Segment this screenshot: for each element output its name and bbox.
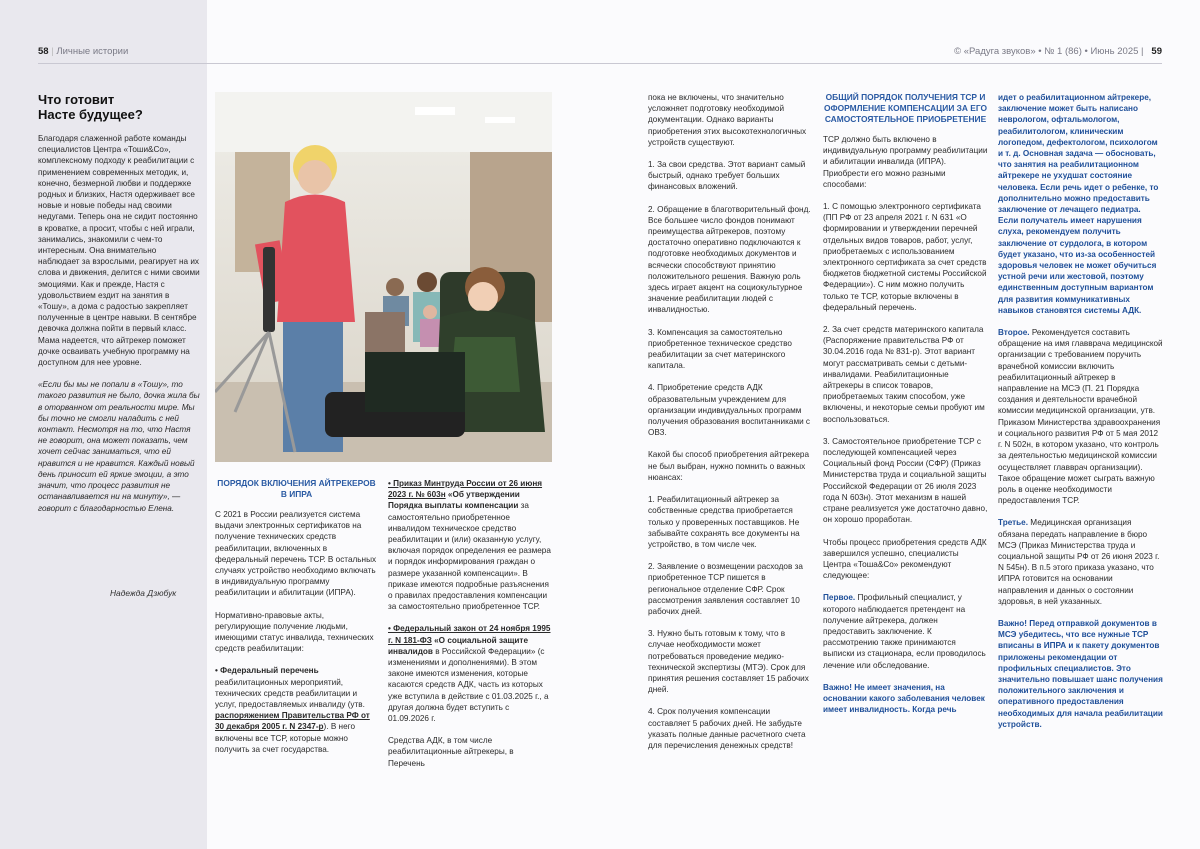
text-paragraph: 3. Нужно быть готовым к тому, что в случае необходимости может потребоваться проведение медико-технической экспертизы (МТЭ). Срок для принятия решения составляет 15 рабочих дней. bbox=[648, 629, 809, 695]
text-paragraph: Чтобы процесс приобретения средств АДК завершился успешно, специалисты Центра «Тоша&Со» рекомендуют следующее: bbox=[823, 537, 987, 581]
text-paragraph: 1. С помощью электронного сертификата (ПП РФ от 23 апреля 2021 г. N 631 «О формировании и утверждении перечней отдельных видов товаров, работ, услуг, приобретаемых с использованием электронного сертификата за счет средств бюджетов бюджетной системы Российской Федерации»). С ним можно получить только те ТСР, которые включены в федеральный перечень. bbox=[823, 202, 987, 312]
right-page-header bbox=[954, 46, 1162, 57]
important-note: Важно! Не имеет значения, на основании какого заболевания человек имеет инвалидность. Когда речь bbox=[823, 682, 985, 715]
photo-therapy-session bbox=[215, 92, 552, 462]
text-paragraph: Какой бы способ приобретения айтрекера не был выбран, нужно помнить о важных нюансах: bbox=[648, 450, 810, 482]
story-title: Что готовит Насте будущее? bbox=[38, 92, 143, 122]
step-first: Первое. Профильный специалист, у которого наблюдается претендент на получение айтрекера, должен предоставить заключение. К рассмотрению также принимаются выписки из стационара, если проводилось лечение или обследование. bbox=[823, 593, 986, 670]
story-paragraph: Благодаря слаженной работе команды специалистов Центра «Тоши&Со», комплексному подходу к реабилитации с применением современных методик, и, конечно, безмерной любви и поддержке родных и близких, Настя одерживает все новые и новые победы над своими недугами. Теперь она не сидит постоянно в кроватке, а просит, чтобы с ней играли, занимались, знакомили с чем-то интересным. Она внимательно наблюдает за взрослыми, реагирует на их слова и движения, делится с ними своими эмоциями. Как и прежде, Настя с удовольствием ездит на занятия в «Тошу», а дома с радостью закрепляет полученные в центре навыки. В сентябре девочка должна пойти в первый класс. Мама надеется, что айтрекер поможет дочке осваивать учебную программу на доступном для нее уровне. bbox=[38, 134, 200, 368]
text-paragraph: 1. Реабилитационный айтрекер за собственные средства приобретается только у проверенных поставщиков. Не забывайте сохранять все документы на устройство, в том числе чек. bbox=[648, 495, 800, 549]
story-quote: «Если бы мы не попали в «Тошу», то такого развития не было, дочка жила бы в оторванном от реальности мире. Мы бы точно не смогли наладить с ней контакт. Несмотря на то, что Настя не говорит, она может показать, чем хочет сейчас заниматься, что ей нравится и не нравится. Каждый новый день приносит ей яркие эмоции, а это значит, что процесс развития не останавливается ни на минуту», — говорит с благодарностью Елена. bbox=[38, 380, 200, 513]
photo-illustration bbox=[215, 92, 552, 462]
text-paragraph: 1. За свои средства. Этот вариант самый быстрый, однако требует больших финансовых вложений. bbox=[648, 160, 806, 192]
text-paragraph: 3. Компенсация за самостоятельно приобретенное техническое средство реабилитации за счет материнского капитала. bbox=[648, 327, 792, 371]
issue-info: © «Радуга звуков» • № 1 (86) • Июнь 2025 | bbox=[954, 46, 1144, 57]
story-column bbox=[38, 92, 200, 525]
left-page-header: 58 | Личные истории bbox=[38, 46, 129, 57]
step-second: Второе. Рекомендуется составить обращение на имя главврача медицинской организации с требованием поручить врачебной комиссии включить реабилитационный айтрекер в направление на МСЭ (П. 21 Порядка создания и деятельности врачебной комиссии медицинской организации, утв. Приказом Министерства здравоохранения и социального развития РФ от 5 мая 2012 г. N 502н, в котором указано, что контроль за деятельностью медицинской комиссии осуществляет главврач организации). Такое обращение может сыграть важную роль в оценке необходимости предоставления ТСР. bbox=[998, 328, 1163, 506]
mintrud-item: • Приказ Минтруда России от 26 июня 2023 г. № 603н «Об утверждении Порядка выплаты компенсации за самостоятельно приобретенное инвалидом техническое средство реабилитации и (или) оказанную услугу, включая порядок определения ее размера и порядок информирования граждан о размере указанной компенсации». В приказе имеются подробные разъяснения о правилах предоставления компенсации за самостоятельно приобретенное ТСР. bbox=[388, 479, 551, 612]
text-paragraph: пока не включены, что значительно усложняет подготовку необходимой документации. Однако варианты приобретения этих высокотехнологичных устройств существуют. bbox=[648, 93, 807, 147]
procedure-column-2 bbox=[388, 478, 551, 780]
text-paragraph: 3. Самостоятельное приобретение ТСР с последующей компенсацией через Социальный фонд России (СФР) (Приказ Министерства труда и социальной защиты Российской Федерации от 26 июля 2023 года N 603н). Этот механизм в нашей стране реализуется уже достаточно давно, он хорошо проработан. bbox=[823, 436, 988, 525]
text-paragraph: 4. Приобретение средств АДК образовательным учреждением для организации индивидуальных программ получения образования воспитанниками с ОВЗ. bbox=[648, 383, 811, 438]
final-important-note: Важно! Перед отправкой документов в МСЭ убедитесь, что все нужные ТСР вписаны в ИПРА и к пакету документов приложены рекомендации от профильных специалистов. Это значительно повышает шанс получения положительного заключения и оперативного предоставления необходимых для начала реабилитации устройств. bbox=[998, 618, 1163, 729]
purchase-options-column bbox=[648, 92, 813, 762]
general-procedure-column bbox=[823, 92, 988, 726]
procedure-column-1 bbox=[215, 478, 378, 766]
text-paragraph: ТСР должно быть включено в индивидуальную программу реабилитации и абилитации инвалида (ИПРА). Приобрести его можно разными способами: bbox=[823, 135, 988, 189]
text-paragraph: 2. Обращение в благотворительный фонд. Все большее число фондов понимают преимущества айтрекеров, поэтому достаточно оперативно подключаются к подготовке необходимых документов и всячески способствуют принятию положительного решения. Важную роль здесь играет акцент на социокультурное значение реабилитации людей с инвалидностью. bbox=[648, 204, 811, 315]
right-page-number: 59 bbox=[1151, 46, 1162, 57]
procedure-paragraph: С 2021 в России реализуется система выдачи электронных сертификатов на получение технических средств реабилитации, включенных в федеральный перечень ТСР. В остальных случаях устройство необходимо включать в индивидуальную программу реабилитации и абилитации (ИПРА). bbox=[215, 510, 377, 598]
author-name: Надежда Дзюбук bbox=[110, 588, 177, 598]
recommendations-column bbox=[998, 92, 1163, 741]
procedure-paragraph: Средства АДК, в том числе реабилитационные айтрекеры, в Перечень bbox=[388, 736, 514, 768]
right-page bbox=[600, 0, 1200, 849]
text-paragraph: 4. Срок получения компенсации составляет 5 рабочих дней. Не забудьте указать полные данные расчетного счета для перечисления денежных средств! bbox=[648, 707, 806, 750]
header-rule bbox=[38, 63, 600, 64]
text-paragraph: 2. За счет средств материнского капитала (Распоряжение правительства РФ от 30.04.2016 года № 831-р). Этот вариант могут рассматривать семьи с детьми-инвалидами. Реабилитационные айтрекеры в список товаров, приобретаемых таким способом, уже включены, и некоторые семьи пробуют им воспользоваться. bbox=[823, 325, 985, 424]
text-paragraph: 2. Заявление о возмещении расходов за приобретенное ТСР пишется в региональное отделение СФР. Срок рассмотрения заявления составляет 10 рабочих дней. bbox=[648, 562, 803, 616]
section-name: Личные истории bbox=[56, 46, 129, 57]
federal-law-item: • Федеральный закон от 24 ноября 1995 г. N 181-ФЗ «О социальной защите инвалидов в Российской Федерации» (с изменениями и дополнениями). В этом законе имеются изменения, которые касаются средств АДК, часть из которых уже вступила в действие с 01.03.2025 г., а другая должна будет вступить с 01.09.2026 г. bbox=[388, 624, 551, 724]
specialist-note: идет о реабилитационном айтрекере, заключение может быть написано неврологом, офтальмологом, реабилитологом, клиническим логопедом, дефектологом, психологом и т. д. Основная задача — обосновать, что занятия на реабилитационном айтрекере не ухудшат состояние человека. Если речь идет о ребенке, то дополнительно можно предоставить заключение от лечащего педиатра. Если получатель имеет нарушения слуха, рекомендуем получить заключение от сурдолога, в котором будет указано, что из-за особенностей здоровья человек не может обучиться устной речи или жестовой, поэтому единственным доступным вариантом для развития коммуникативных навыков становятся системы АДК. bbox=[998, 93, 1159, 315]
procedure-heading: ПОРЯДОК ВКЛЮЧЕНИЯ АЙТРЕКЕРОВ В ИПРА bbox=[217, 478, 376, 499]
procedure-paragraph: Нормативно-правовые акты, регулирующие получение людьми, имеющими статус инвалида, технических средств реабилитации: bbox=[215, 610, 374, 654]
left-page-number: 58 bbox=[38, 46, 49, 57]
general-procedure-heading: ОБЩИЙ ПОРЯДОК ПОЛУЧЕНИЯ ТСР И ОФОРМЛЕНИЕ КОМПЕНСАЦИИ ЗА ЕГО САМОСТОЯТЕЛЬНОЕ ПРИОБРЕТЕНИЕ bbox=[823, 92, 988, 124]
step-third: Третье. Медицинская организация обязана передать направление в бюро МСЭ (Приказ Министерства труда и социальной защиты РФ от 26 июня 2023 г. N 545н). В п.5 этого приказа указано, что ИПРА готовится на основании направления и данных о состоянии здоровья, в ней указанных. bbox=[998, 518, 1160, 606]
header-rule bbox=[600, 63, 1162, 64]
federal-list-item: • Федеральный перечень реабилитационных мероприятий, технических средств реабилитации и услуг, предоставляемых инвалиду (утв. распоряжением Правительства РФ от 30 декабря 2005 г. N 2347-р). В него включены все ТСР, которые можно получить за счет государства. bbox=[215, 666, 370, 754]
